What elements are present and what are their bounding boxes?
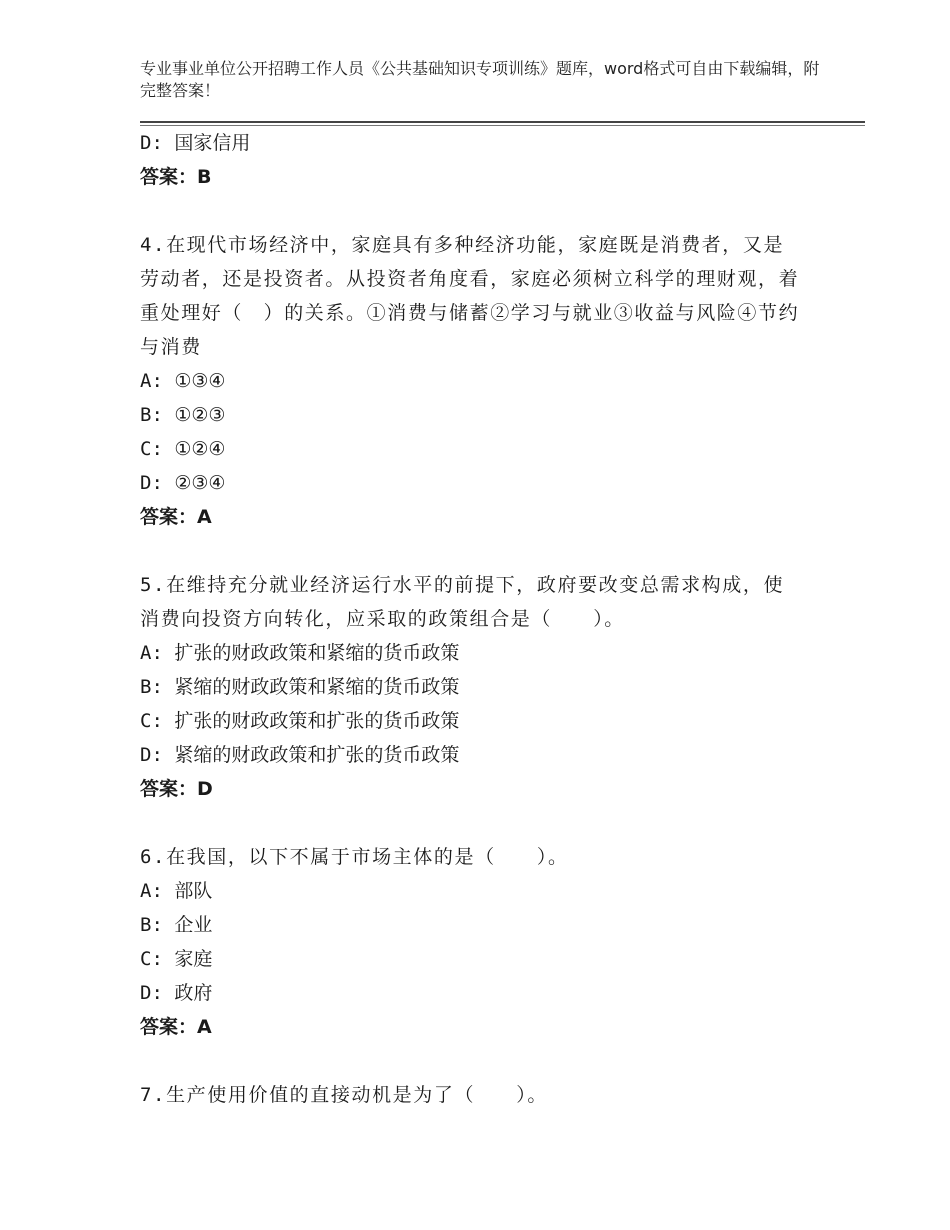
q6-option-a: A: 部队 <box>140 880 213 902</box>
q7-text: 7.生产使用价值的直接动机是为了（ ）。 <box>140 1084 548 1106</box>
question-list <box>140 126 800 1112</box>
q6-text: 6.在我国，以下不属于市场主体的是（ ）。 <box>140 846 569 868</box>
q5-answer: 答案：D <box>140 778 213 800</box>
q6-answer: 答案：A <box>140 1016 212 1038</box>
q4-option-d: D: ②③④ <box>140 472 226 494</box>
header-rule-thick <box>140 121 865 123</box>
spacer <box>140 194 800 228</box>
document-header: 专业事业单位公开招聘工作人员《公共基础知识专项训练》题库，word格式可自由下载编辑，附完整答案！ <box>140 59 820 100</box>
q6-option-b: B: 企业 <box>140 914 213 936</box>
q5-option-c: C: 扩张的财政政策和扩张的货币政策 <box>140 710 460 732</box>
spacer <box>140 806 800 840</box>
q5-text: 5.在维持充分就业经济运行水平的前提下，政府要改变总需求构成，使消费向投资方向转化，应采取的政策组合是（ ）。 <box>140 574 785 630</box>
q6-option-d: D: 政府 <box>140 982 213 1004</box>
q3-answer: 答案：B <box>140 166 212 188</box>
q5-option-a: A: 扩张的财政政策和紧缩的货币政策 <box>140 642 460 664</box>
spacer <box>140 1044 800 1078</box>
q4-option-a: A: ①③④ <box>140 370 226 392</box>
q4-answer: 答案：A <box>140 506 212 528</box>
spacer <box>140 534 800 568</box>
q5-option-b: B: 紧缩的财政政策和紧缩的货币政策 <box>140 676 460 698</box>
q4-option-b: B: ①②③ <box>140 404 226 426</box>
q3-option-d: D: 国家信用 <box>140 132 251 154</box>
q6-option-c: C: 家庭 <box>140 948 213 970</box>
q4-text: 4.在现代市场经济中，家庭具有多种经济功能，家庭既是消费者，又是劳动者，还是投资者。从投资者角度看，家庭必须树立科学的理财观，着重处理好（ ）的关系。①消费与储蓄②学习与就业③收益与风险④节约与消费 <box>140 234 800 358</box>
q4-option-c: C: ①②④ <box>140 438 226 460</box>
q5-option-d: D: 紧缩的财政政策和扩张的货币政策 <box>140 744 460 766</box>
